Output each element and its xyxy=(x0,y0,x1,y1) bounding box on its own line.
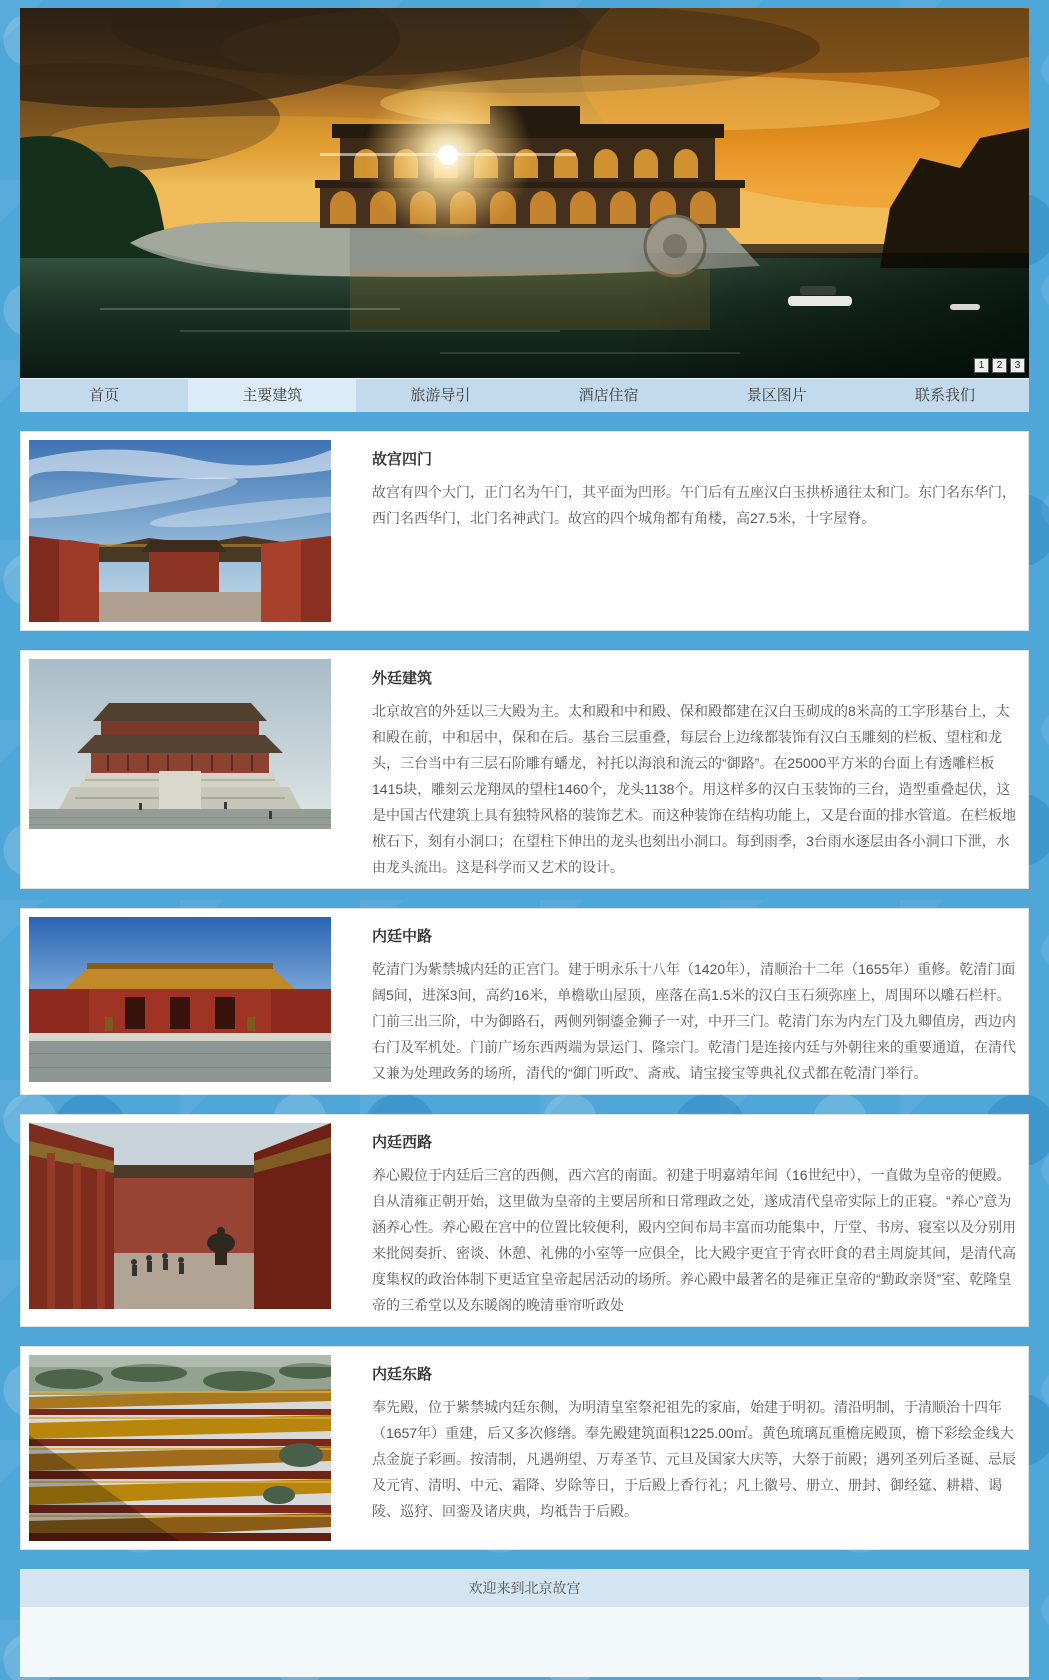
section-text-inner-central xyxy=(372,925,1020,1086)
nav-item-hotel[interactable]: 酒店住宿 xyxy=(578,387,639,404)
section-image-outer-court xyxy=(29,659,331,829)
section-body: 奉先殿，位于紫禁城内廷东侧，为明清皇室祭祀祖先的家庙，始建于明初。清沿明制，于清顺治十四年（1657年）重建，后又多次修缮。奉先殿建筑面积1225.00㎡。黄色琉璃瓦重檐庑殿顶，檐下彩绘金线大点金旋子彩画。按清制，凡遇朔望、万寿圣节、元旦及国家大庆等，大祭于前殿；遇列圣列后圣诞、忌辰及元宵、清明、中元、霜降、岁除等日，于后殿上香行礼；凡上徽号、册立、册封、御经筵、耕耤、谒陵、巡狩、回銮及诸庆典，均祗告于后殿。 xyxy=(372,1399,1016,1519)
main-nav xyxy=(20,378,1029,412)
section-text-inner-east xyxy=(372,1363,1020,1524)
section-body: 故宫有四个大门，正门名为午门，其平面为凹形。午门后有五座汉白玉拱桥通往太和门。东门名东华门，西门名西华门，北门名神武门。故宫的四个城角都有角楼，高27.5米，十字屋脊。 xyxy=(372,484,1016,526)
footer-space xyxy=(20,1607,1029,1677)
nav-item-contact[interactable]: 联系我们 xyxy=(914,387,975,404)
section-image-inner-east xyxy=(29,1355,331,1541)
nav-item-gallery[interactable]: 景区图片 xyxy=(746,387,807,404)
section-title: 内廷东路 xyxy=(372,1366,433,1383)
section-title: 内廷西路 xyxy=(372,1134,433,1151)
section-text-gates xyxy=(372,448,1020,531)
section-text-inner-west xyxy=(372,1131,1020,1318)
carousel-page-1-button[interactable]: 1 xyxy=(974,358,989,373)
section-text-outer-court xyxy=(372,667,1020,880)
section-image-inner-central xyxy=(29,917,331,1082)
footer xyxy=(20,1569,1029,1607)
section-body: 乾清门为紫禁城内廷的正宫门。建于明永乐十八年（1420年），清顺治十二年（1655年）重修。乾清门面阔5间，进深3间，高约16米，单檐歇山屋顶，座落在高1.5米的汉白玉石须弥座上，周围环以雕石栏杆。门前三出三阶，中为御路石，两侧列铜鎏金狮子一对，中开三门。乾清门东为内左门及九卿值房，西边内右门及军机处。门前广场东西两端为景运门、隆宗门。乾清门是连接内廷与外朝往来的重要通道，在清代又兼为处理政务的场所，清代的“御门听政”、斋戒、请宝接宝等典礼仪式都在乾清门举行。 xyxy=(372,961,1016,1081)
carousel-page-3-button[interactable]: 3 xyxy=(1010,358,1025,373)
page-container xyxy=(20,0,1029,1677)
nav-item-travel-guide[interactable]: 旅游导引 xyxy=(410,387,471,404)
section-body: 养心殿位于内廷后三宫的西侧，西六宫的南面。初建于明嘉靖年间（16世纪中），一直做为皇帝的便殿。自从清雍正朝开始，这里做为皇帝的主要居所和日常理政之处，遂成清代皇帝实际上的正寝。“养心”意为涵养心性。养心殿在宫中的位置比较便利，殿内空间布局丰富而功能集中，厅堂、书房、寝室以及分别用来批阅奏折、密谈、休憩、礼佛的小室等一应俱全，比大殿宇更宜于宵衣旰食的君主周旋其间，是清代高度集权的政治体制下更适宜皇帝起居活动的场所。养心殿中最著名的是雍正皇帝的“勤政亲贤”室、乾隆皇帝的三希堂以及东暖阁的晚清垂帘听政处 xyxy=(372,1167,1016,1313)
section-card-inner-central xyxy=(20,908,1029,1095)
carousel-page-2-button[interactable]: 2 xyxy=(992,358,1007,373)
hero-carousel xyxy=(20,8,1029,378)
section-card-inner-east xyxy=(20,1346,1029,1550)
footer-text: 欢迎来到北京故宫 xyxy=(468,1580,581,1596)
section-title: 内廷中路 xyxy=(372,928,433,945)
carousel-pagination xyxy=(974,358,1025,373)
section-card-gates xyxy=(20,431,1029,631)
section-title: 故宫四门 xyxy=(372,451,433,468)
section-title: 外廷建筑 xyxy=(372,670,433,687)
section-card-outer-court xyxy=(20,650,1029,889)
nav-item-main-buildings[interactable]: 主要建筑 xyxy=(188,379,356,412)
section-image-inner-west xyxy=(29,1123,331,1309)
section-image-gates xyxy=(29,440,331,622)
hero-image xyxy=(20,8,1029,378)
nav-item-home[interactable]: 首页 xyxy=(89,387,120,404)
section-card-inner-west xyxy=(20,1114,1029,1327)
section-body: 北京故宫的外廷以三大殿为主。太和殿和中和殿、保和殿都建在汉白玉砌成的8米高的工字形基台上，太和殿在前，中和居中，保和在后。基台三层重叠，每层台上边缘都装饰有汉白玉雕刻的栏板、望柱和龙头，三台当中有三层石阶雕有蟠龙，衬托以海浪和流云的“御路”。在25000平方米的台面上有透雕栏板1415块，雕刻云龙翔凤的望柱1460个，龙头1138个。用这样多的汉白玉装饰的三台，造型重叠起伏，这是中国古代建筑上具有独特风格的装饰艺术。而这种装饰在结构功能上，又是台面的排水管道。在栏板地栿石下，刻有小洞口；在望柱下伸出的龙头也刻出小洞口。每到雨季，3台雨水逐层由各小洞口下泄，水由龙头流出。这是科学而又艺术的设计。 xyxy=(372,703,1016,875)
